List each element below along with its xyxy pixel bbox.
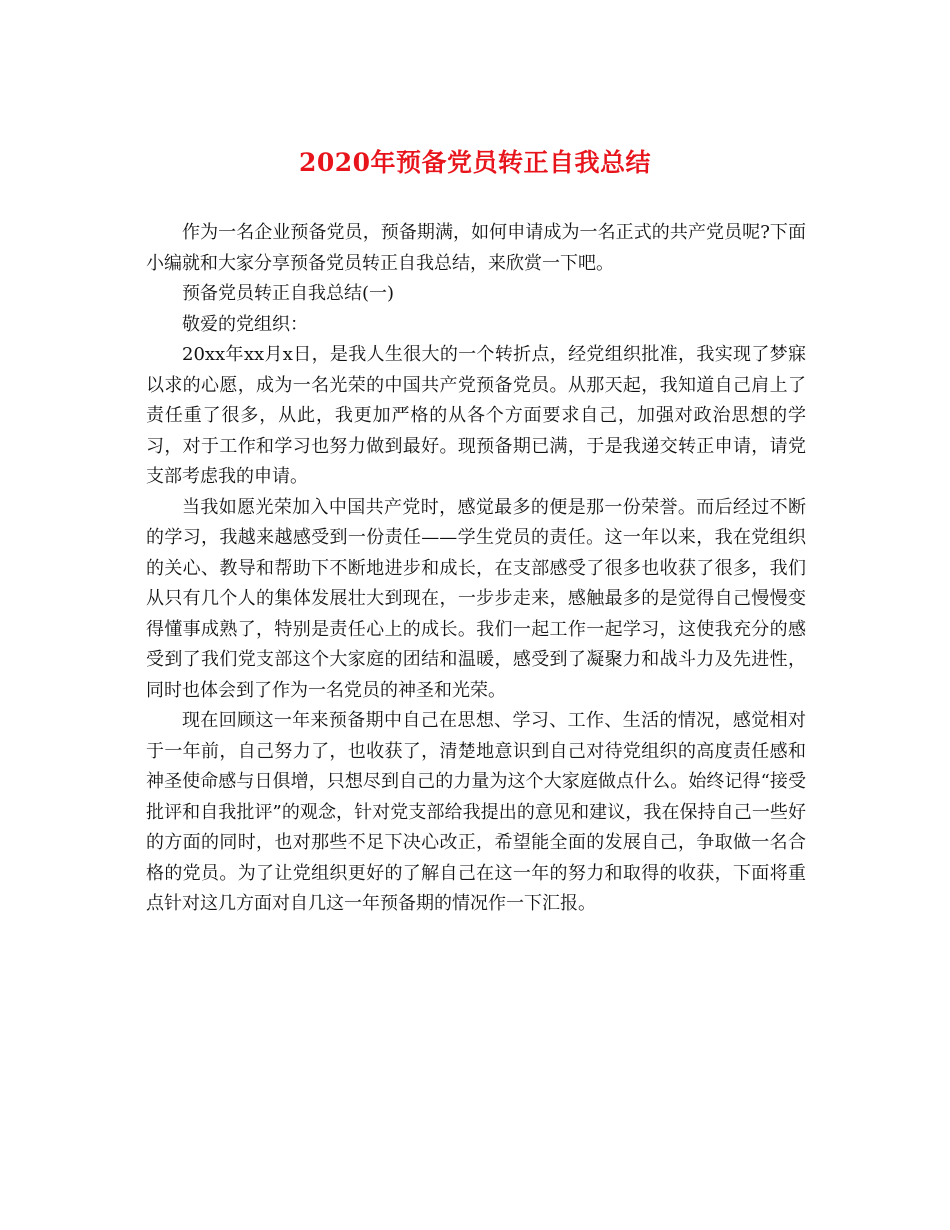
paragraph-body-1: 20xx年xx月x日，是我人生很大的一个转折点，经党组织批准，我实现了梦寐以求的心愿，成为一名光荣的中国共产党预备党员。从那天起，我知道自己肩上了责任重了很多，从此，我更加严格的从各个方面要求自己，加强对政治思想的学习，对于工作和学习也努力做到最好。现预备期已满，于是我递交转正申请，请党支部考虑我的申请。 bbox=[146, 344, 806, 487]
paragraph-section-heading: 预备党员转正自我总结(一) bbox=[182, 283, 395, 304]
document-body bbox=[146, 218, 806, 920]
document-title: 2020年预备党员转正自我总结 bbox=[298, 148, 652, 177]
paragraph-salutation: 敬爱的党组织： bbox=[182, 313, 308, 335]
paragraph-body-3: 现在回顾这一年来预备期中自己在思想、学习、工作、生活的情况，感觉相对于一年前，自己努力了，也收获了，清楚地意识到自己对待党组织的高度责任感和神圣使命感与日俱增，只想尽到自己的力量为这个大家庭做点什么。始终记得“接受批评和自我批评”的观念，针对党支部给我提出的意见和建议，我在保持自己一些好的方面的同时，也对那些不足下决心改正，希望能全面的发展自己，争取做一名合格的党员。为了让党组织更好的了解自己在这一年的努力和取得的收获，下面将重点针对这几方面对自几这一年预备期的情况作一下汇报。 bbox=[146, 710, 806, 914]
paragraph-intro: 作为一名企业预备党员，预备期满，如何申请成为一名正式的共产党员呢?下面小编就和大家分享预备党员转正自我总结，来欣赏一下吧。 bbox=[146, 222, 806, 274]
paragraph-body-2: 当我如愿光荣加入中国共产党时，感觉最多的便是那一份荣誉。而后经过不断的学习，我越来越感受到一份责任——学生党员的责任。这一年以来，我在党组织的关心、教导和帮助下不断地进步和成长，在支部感受了很多也收获了很多，我们从只有几个人的集体发展壮大到现在，一步步走来，感触最多的是觉得自己慢慢变得懂事成熟了，特别是责任心上的成长。我们一起工作一起学习，这使我充分的感受到了我们党支部这个大家庭的团结和温暖，感受到了凝聚力和战斗力及先进性，同时也体会到了作为一名党员的神圣和光荣。 bbox=[146, 496, 806, 701]
